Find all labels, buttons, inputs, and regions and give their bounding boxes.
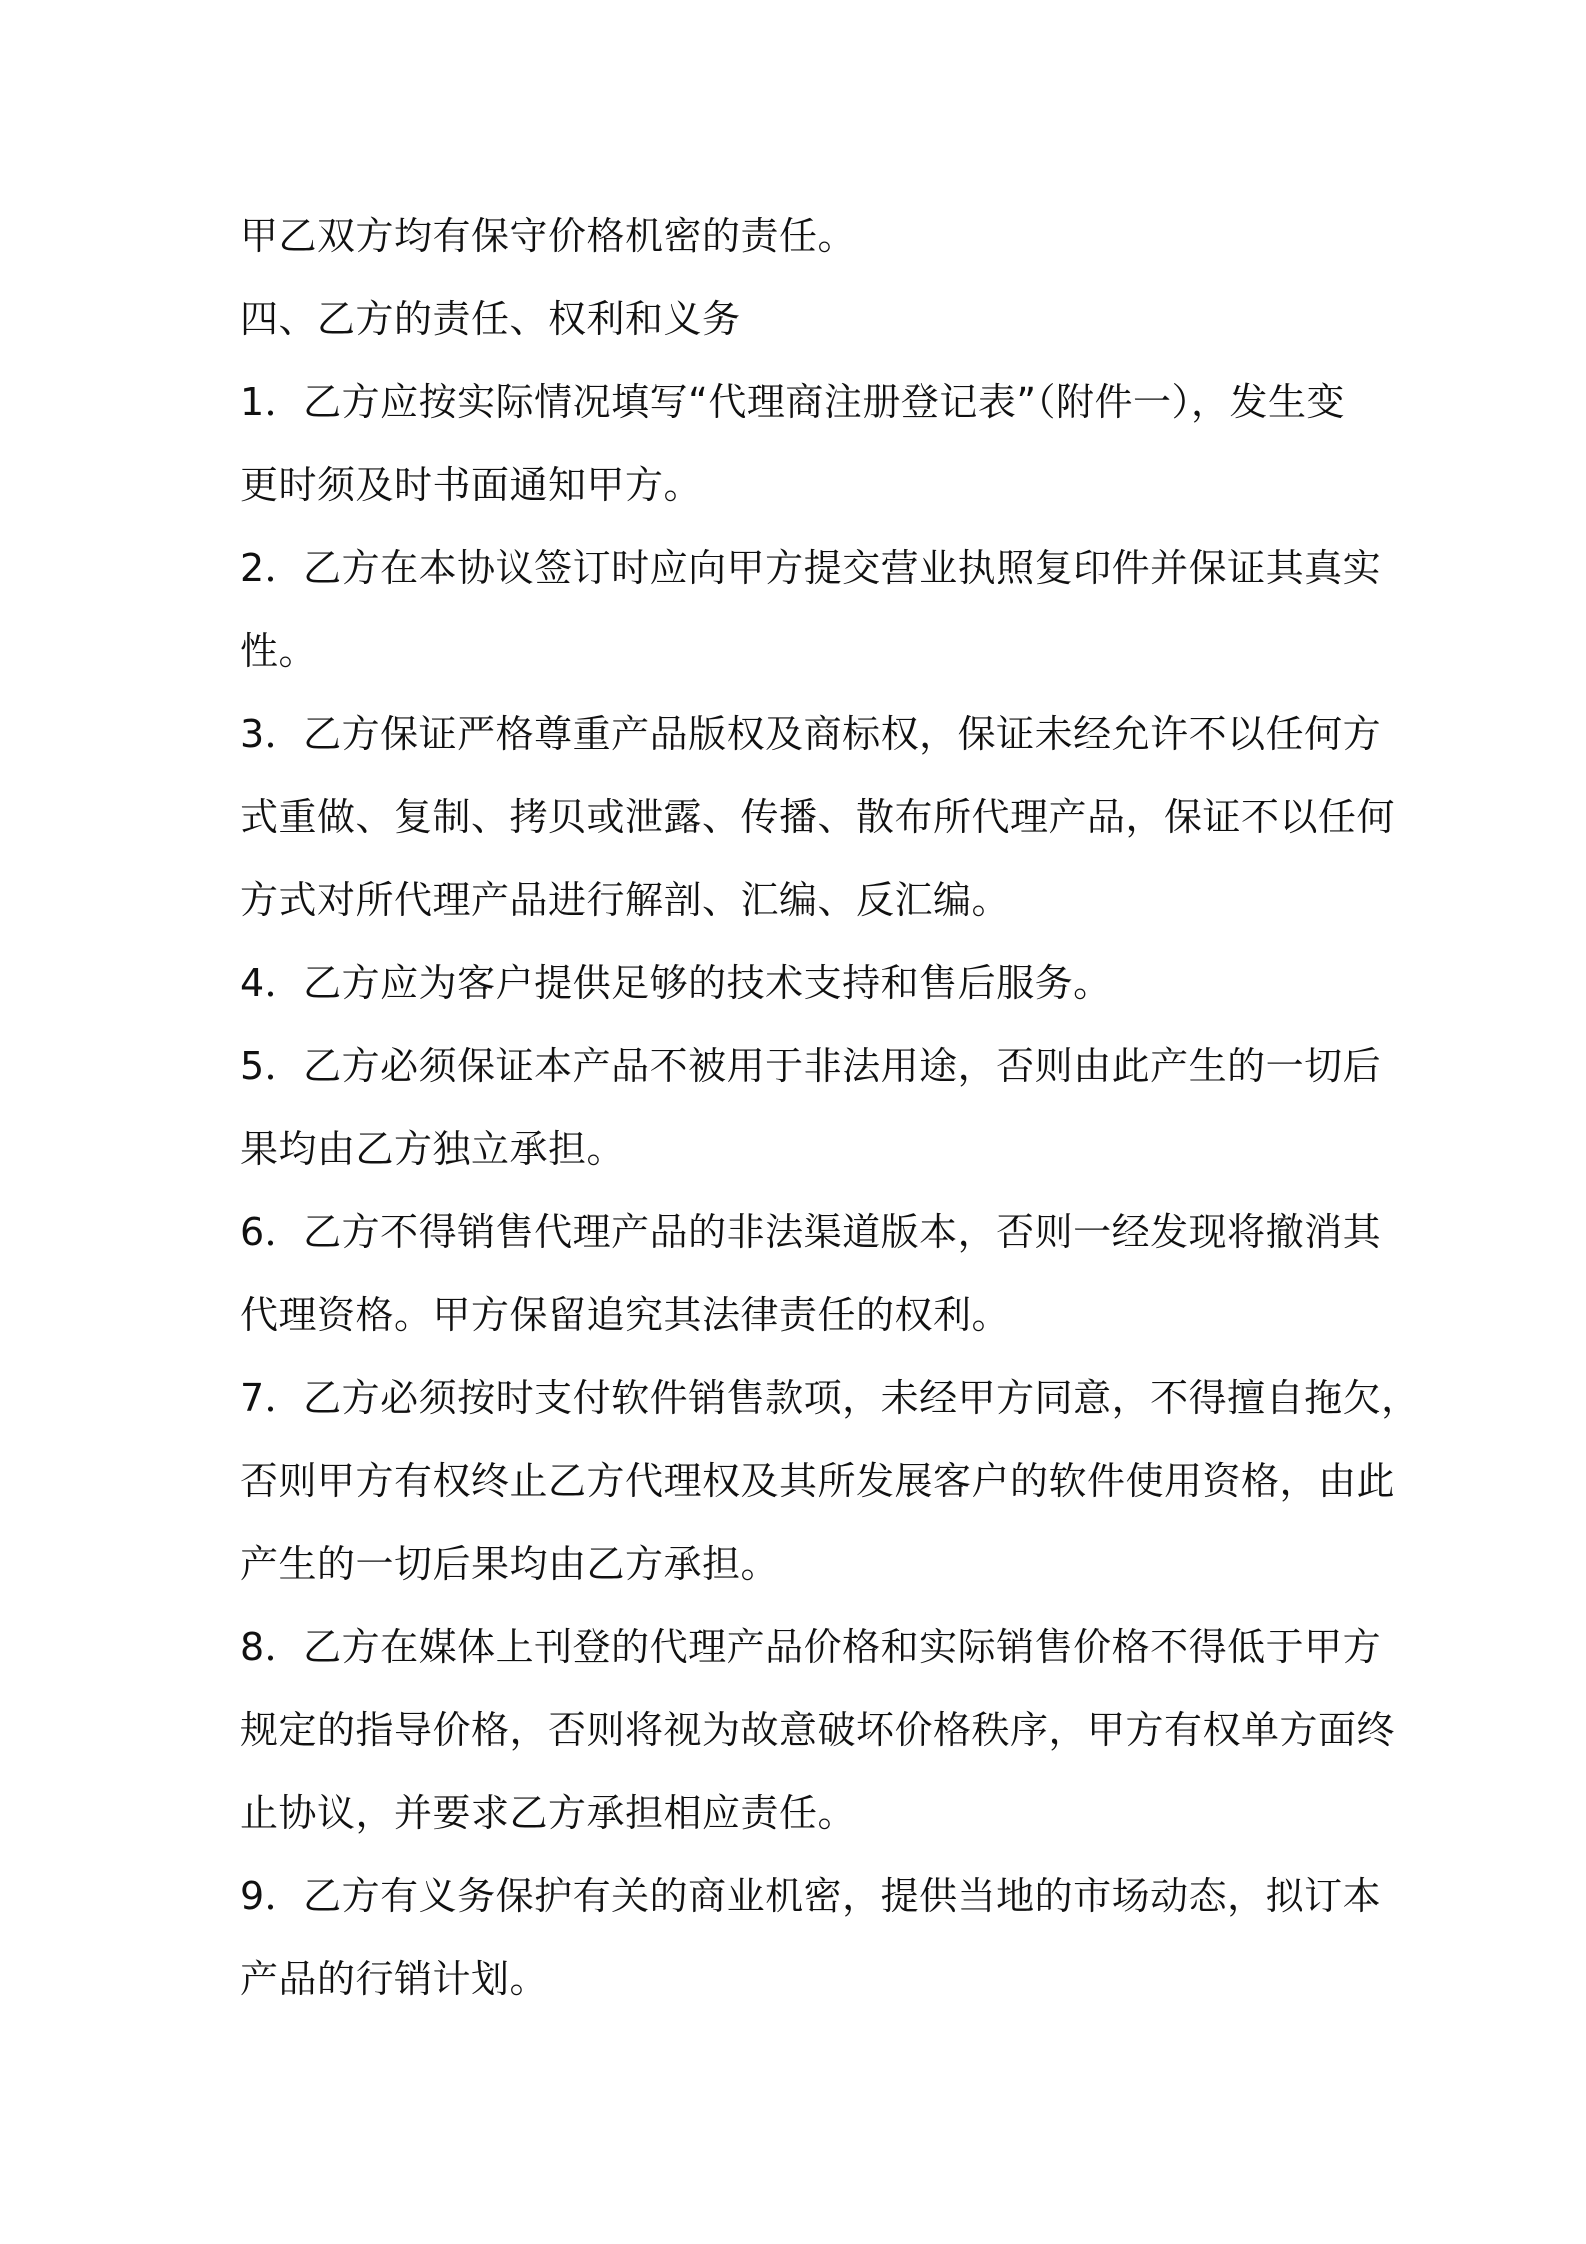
text-line: 规定的指导价格，否则将视为故意破坏价格秩序，甲方有权单方面终 — [240, 1708, 1396, 1752]
text-line: 4．乙方应为客户提供足够的技术支持和售后服务。 — [240, 961, 1112, 1005]
text-line: 5．乙方必须保证本产品不被用于非法用途，否则由此产生的一切后 — [240, 1044, 1382, 1088]
text-line: 果均由乙方独立承担。 — [240, 1127, 626, 1171]
text-line: 甲乙双方均有保守价格机密的责任。 — [240, 214, 857, 258]
text-line: 否则甲方有权终止乙方代理权及其所发展客户的软件使用资格，由此 — [240, 1459, 1396, 1503]
text-line: 1．乙方应按实际情况填写“代理商注册登记表”（附件一），发生变 — [240, 380, 1346, 424]
text-line: 2．乙方在本协议签订时应向甲方提交营业执照复印件并保证其真实 — [240, 546, 1382, 590]
text-line: 6．乙方不得销售代理产品的非法渠道版本，否则一经发现将撤消其 — [240, 1210, 1382, 1254]
text-line: 方式对所代理产品进行解剖、汇编、反汇编。 — [240, 878, 1011, 922]
text-line: 止协议，并要求乙方承担相应责任。 — [240, 1791, 857, 1835]
text-line: 更时须及时书面通知甲方。 — [240, 463, 703, 507]
text-line: 式重做、复制、拷贝或泄露、传播、散布所代理产品，保证不以任何 — [240, 795, 1396, 839]
text-line: 3．乙方保证严格尊重产品版权及商标权，保证未经允许不以任何方 — [240, 712, 1382, 756]
text-line: 代理资格。甲方保留追究其法律责任的权利。 — [240, 1293, 1011, 1337]
text-line: 产生的一切后果均由乙方承担。 — [240, 1542, 780, 1586]
section-heading: 四、乙方的责任、权利和义务 — [240, 297, 741, 341]
document-body — [240, 195, 1420, 2021]
text-line: 产品的行销计划。 — [240, 1957, 549, 2001]
text-line: 8．乙方在媒体上刊登的代理产品价格和实际销售价格不得低于甲方 — [240, 1625, 1382, 1669]
text-line: 性。 — [240, 629, 318, 673]
text-line: 9．乙方有义务保护有关的商业机密，提供当地的市场动态，拟订本 — [240, 1874, 1382, 1918]
text-line: 7．乙方必须按时支付软件销售款项，未经甲方同意，不得擅自拖欠， — [240, 1376, 1420, 1420]
